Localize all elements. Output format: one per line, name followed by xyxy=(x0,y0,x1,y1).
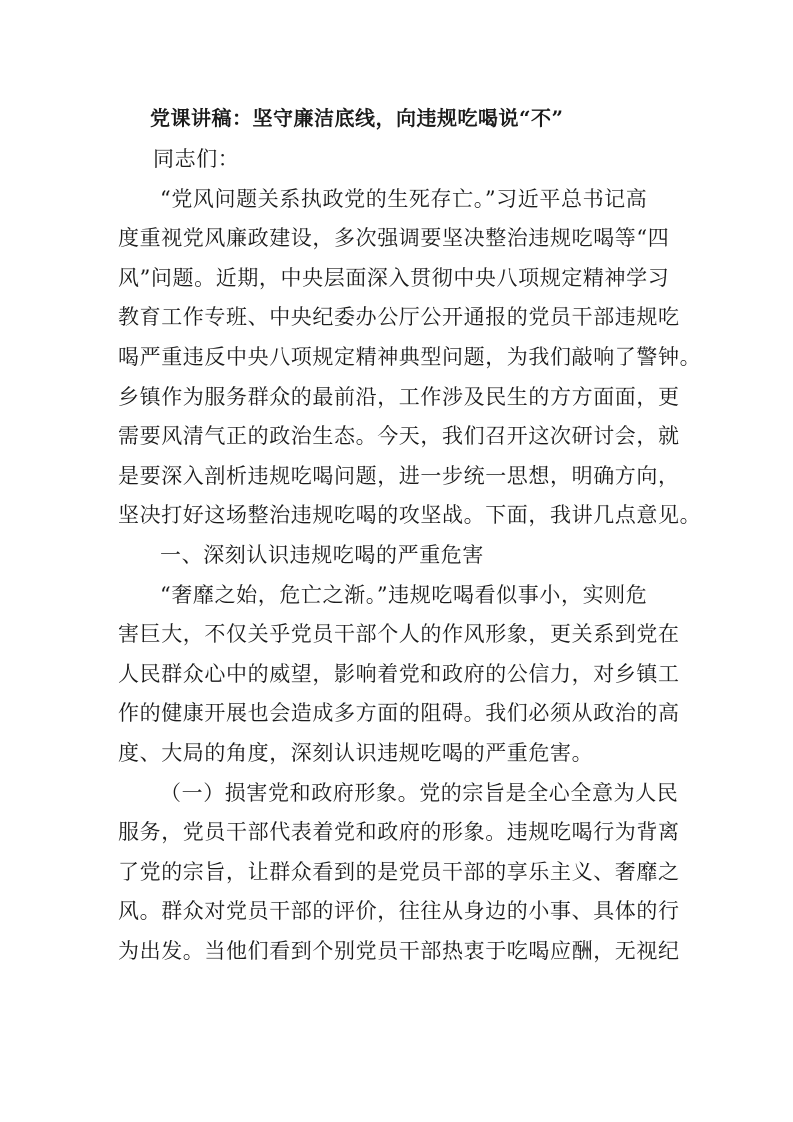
paragraph-line: 度重视党风廉政建设，多次强调要坚决整治违规吃喝等“四 xyxy=(118,226,670,251)
paragraph-line: 为出发。当他们看到个别党员干部热衷于吃喝应酬，无视纪 xyxy=(118,938,680,963)
paragraph-line: 害巨大，不仅关乎党员干部个人的作风形象，更关系到党在 xyxy=(118,622,680,647)
paragraph-line: 教育工作专班、中央纪委办公厅公开通报的党员干部违规吃 xyxy=(118,305,680,330)
paragraph-line: 作的健康开展也会造成多方面的阻碍。我们必须从政治的高 xyxy=(118,701,680,726)
paragraph-line: 乡镇作为服务群众的最前沿，工作涉及民生的方方面面，更 xyxy=(118,384,680,409)
document-title: 党课讲稿：坚守廉洁底线，向违规吃喝说“不” xyxy=(150,106,564,130)
paragraph-line: 人民群众心中的威望，影响着党和政府的公信力，对乡镇工 xyxy=(118,661,680,686)
paragraph-line: 需要风清气正的政治生态。今天，我们召开这次研讨会，就 xyxy=(118,424,680,449)
paragraph-line: “奢靡之始，危亡之渐。”违规吃喝看似事小，实则危 xyxy=(160,582,648,607)
paragraph-line: 了党的宗旨，让群众看到的是党员干部的享乐主义、奢靡之 xyxy=(118,859,680,884)
paragraph-line: 喝严重违反中央八项规定精神典型问题，为我们敲响了警钟。 xyxy=(118,344,702,369)
section-heading: 一、深刻认识违规吃喝的严重危害 xyxy=(160,542,484,567)
subsection-line: （一）损害党和政府形象。党的宗旨是全心全意为人民 xyxy=(160,780,679,805)
paragraph-line: “党风问题关系执政党的生死存亡。”习近平总书记高 xyxy=(160,186,648,211)
salutation-line: 同志们： xyxy=(153,147,240,171)
paragraph-line: 是要深入剖析违规吃喝问题，进一步统一思想，明确方向， xyxy=(118,463,680,488)
paragraph-line: 度、大局的角度，深刻认识违规吃喝的严重危害。 xyxy=(118,740,594,765)
document-body xyxy=(118,140,702,971)
paragraph-line: 服务，党员干部代表着党和政府的形象。违规吃喝行为背离 xyxy=(118,820,680,845)
paragraph-line: 风”问题。近期，中央层面深入贯彻中央八项规定精神学习 xyxy=(118,265,670,290)
paragraph-line: 风。群众对党员干部的评价，往往从身边的小事、具体的行 xyxy=(118,899,680,924)
paragraph-line: 坚决打好这场整治违规吃喝的攻坚战。下面，我讲几点意见。 xyxy=(118,503,702,528)
